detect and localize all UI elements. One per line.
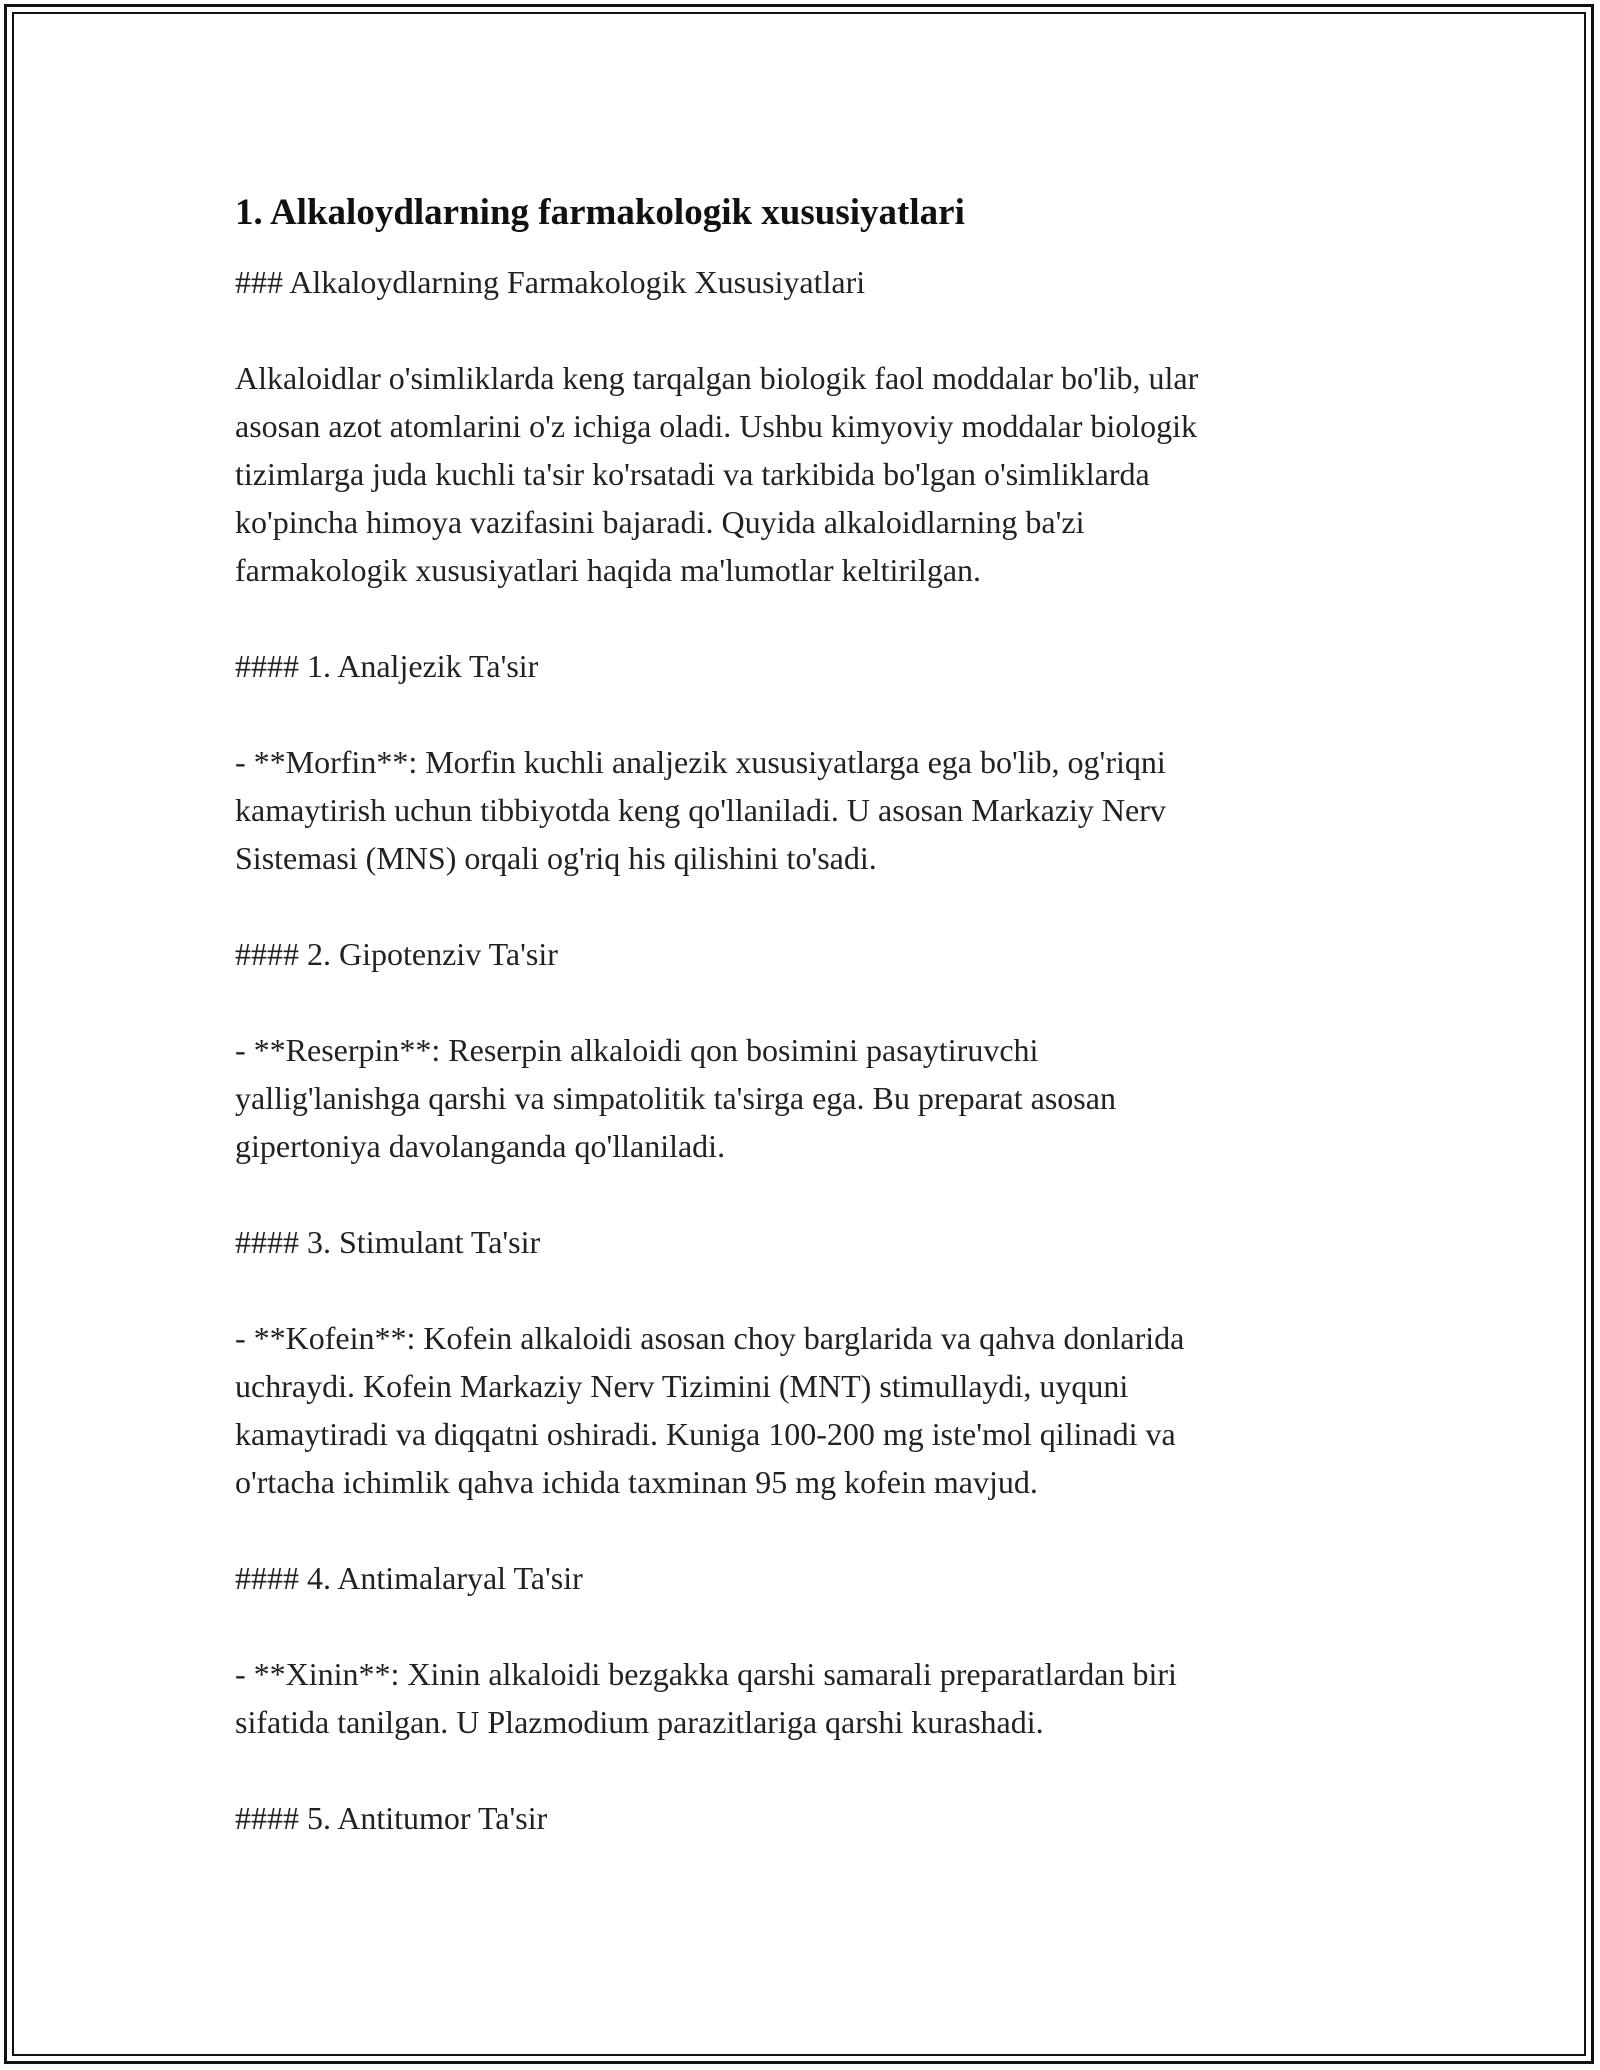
spacer <box>235 594 1415 642</box>
intro-paragraph <box>235 354 1415 594</box>
section-paragraph <box>235 1026 1415 1170</box>
section-line: Sistemasi (MNS) orqali og'riq his qilishini to'sadi. <box>235 840 877 876</box>
spacer <box>235 1746 1415 1794</box>
section-heading: #### 5. Antitumor Ta'sir <box>235 1800 548 1836</box>
spacer <box>235 1266 1415 1314</box>
section-line: yallig'lanishga qarshi va simpatolitik ta'sirga ega. Bu preparat asosan <box>235 1080 1116 1116</box>
section-line: - **Reserpin**: Reserpin alkaloidi qon bosimini pasaytiruvchi <box>235 1032 1039 1068</box>
section-line: - **Xinin**: Xinin alkaloidi bezgakka qarshi samarali preparatlardan biri <box>235 1656 1177 1692</box>
spacer <box>235 882 1415 930</box>
section-heading: #### 3. Stimulant Ta'sir <box>235 1224 541 1260</box>
spacer <box>235 306 1415 354</box>
section-heading: #### 4. Antimalaryal Ta'sir <box>235 1560 583 1596</box>
intro-line: ko'pincha himoya vazifasini bajaradi. Quyida alkaloidlarning ba'zi <box>235 504 1085 540</box>
section-line: kamaytirish uchun tibbiyotda keng qo'llaniladi. U asosan Markaziy Nerv <box>235 792 1166 828</box>
document-page <box>235 188 1415 1842</box>
section-line: uchraydi. Kofein Markaziy Nerv Tizimini (MNT) stimullaydi, uyquni <box>235 1368 1129 1404</box>
section-line: gipertoniya davolanganda qo'llaniladi. <box>235 1128 726 1164</box>
section-line: - **Morfin**: Morfin kuchli analjezik xususiyatlarga ega bo'lib, og'riqni <box>235 744 1166 780</box>
spacer <box>235 1170 1415 1218</box>
spacer <box>235 690 1415 738</box>
section-paragraph <box>235 1650 1415 1746</box>
intro-line: asosan azot atomlarini o'z ichiga oladi. Ushbu kimyoviy moddalar biologik <box>235 408 1198 444</box>
spacer <box>235 978 1415 1026</box>
section-line: - **Kofein**: Kofein alkaloidi asosan choy barglarida va qahva donlarida <box>235 1320 1185 1356</box>
document-title: 1. Alkaloydlarning farmakologik xususiyatlari <box>235 192 965 233</box>
intro-line: farmakologik xususiyatlari haqida ma'lumotlar keltirilgan. <box>235 552 982 588</box>
subheading: ### Alkaloydlarning Farmakologik Xususiyatlari <box>235 264 866 300</box>
intro-line: Alkaloidlar o'simliklarda keng tarqalgan biologik faol moddalar bo'lib, ular <box>235 360 1199 396</box>
spacer <box>235 1506 1415 1554</box>
section-paragraph <box>235 738 1415 882</box>
spacer <box>235 1602 1415 1650</box>
section-heading: #### 2. Gipotenziv Ta'sir <box>235 936 558 972</box>
section-line: kamaytiradi va diqqatni oshiradi. Kuniga 100-200 mg iste'mol qilinadi va <box>235 1416 1176 1452</box>
section-paragraph <box>235 1314 1415 1506</box>
intro-line: tizimlarga juda kuchli ta'sir ko'rsatadi va tarkibida bo'lgan o'simliklarda <box>235 456 1150 492</box>
section-line: o'rtacha ichimlik qahva ichida taxminan 95 mg kofein mavjud. <box>235 1464 1038 1500</box>
section-heading: #### 1. Analjezik Ta'sir <box>235 648 539 684</box>
section-line: sifatida tanilgan. U Plazmodium parazitlariga qarshi kurashadi. <box>235 1704 1044 1740</box>
